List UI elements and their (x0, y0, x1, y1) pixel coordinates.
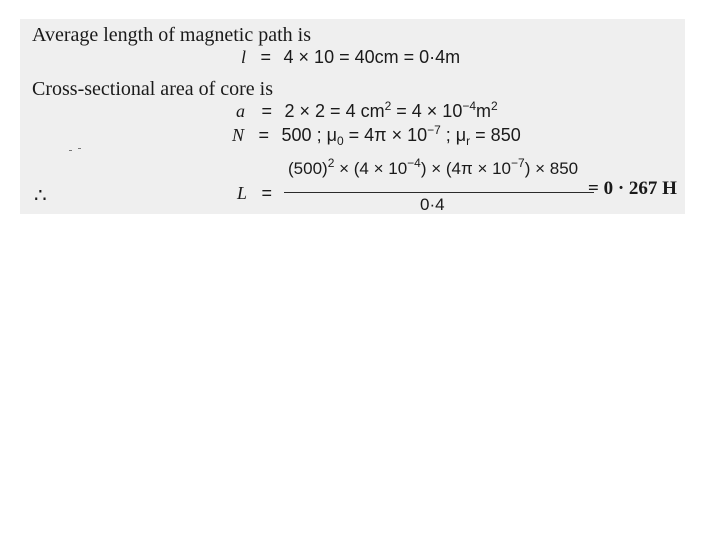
magnetic-path-heading: Average length of magnetic path is (32, 24, 311, 46)
L-symbol: L (237, 183, 248, 203)
inductance-result: = 0 · 267 H (588, 178, 677, 199)
scan-speck (78, 148, 81, 149)
fraction-numerator: $(500)^2 \times (4 \times 10^{-4}) \times (4\pi \times 10^{-7}) \times 850$ (288, 156, 579, 178)
turns-permeability-equation (232, 125, 521, 146)
inductance-lhs (237, 183, 272, 204)
a-symbol: a (236, 101, 245, 121)
equals-sign: = (261, 101, 273, 121)
equals-sign: = (258, 125, 270, 145)
area-equation (236, 101, 498, 122)
turns-value: 500 ; $\mu_0 = 4\pi \times 10^{-7}$ ; $\mu_r = 850$ (281, 123, 521, 148)
l-symbol: l (241, 47, 247, 67)
fraction-denominator: 0·4 (420, 195, 445, 214)
equals-sign: = (261, 183, 273, 203)
fraction-bar (284, 192, 594, 193)
cross-section-heading: Cross-sectional area of core is (32, 78, 274, 100)
length-equation (241, 47, 460, 68)
scan-speck (69, 150, 72, 151)
area-value: 2 × 2 = 4 $cm^2 = 4 \times 10^{-4}m^2$ (284, 99, 498, 121)
length-value: 4 × 10 = 40cm = 0·4m (283, 47, 461, 67)
scanned-page (20, 19, 685, 214)
equals-sign: = (260, 47, 272, 67)
therefore-symbol: ∴ (34, 185, 47, 207)
N-symbol: N (232, 125, 245, 145)
